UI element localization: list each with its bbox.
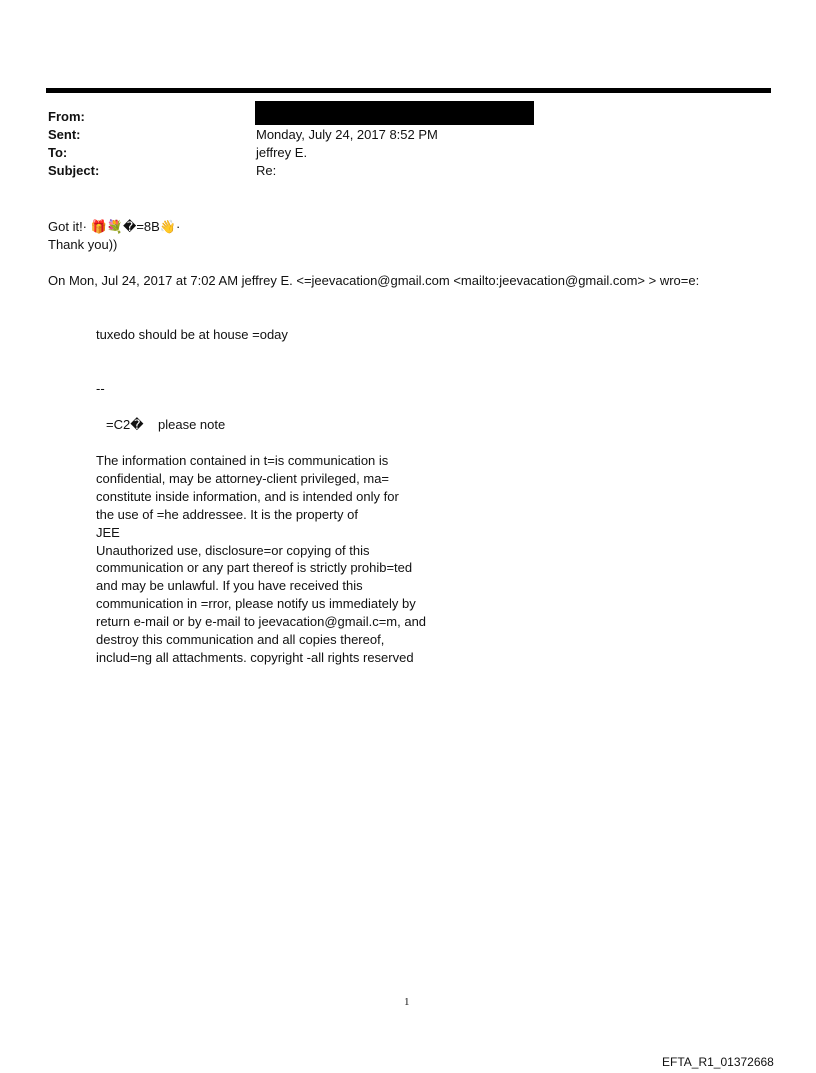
disclaimer xyxy=(96,452,476,667)
quote-intro: On Mon, Jul 24, 2017 at 7:02 AM jeffrey E. <=jeevacation@gmail.com <mailto:jeevacation@gmail.com> > wro=e: xyxy=(48,273,700,288)
disclaimer-line: Unauthorized use, disclosure=or copying of this xyxy=(96,542,370,558)
subject-label: Subject: xyxy=(48,163,100,178)
to-label: To: xyxy=(48,145,68,160)
disclaimer-line: return e-mail or by e-mail to jeevacation@gmail.c=m, and xyxy=(96,614,427,630)
disclaimer-line: communication in =rror, please notify us immediately by xyxy=(96,596,416,612)
reply-line-1: Got it!· 🎁💐�=8B👋· xyxy=(48,219,181,234)
sent-label: Sent: xyxy=(48,127,81,142)
disclaimer-line: includ=ng all attachments. copyright -all rights reserved xyxy=(96,649,414,665)
disclaimer-line: confidential, may be attorney-client privileged, ma= xyxy=(96,470,390,486)
to-value: jeffrey E. xyxy=(256,145,308,160)
disclaimer-line: and may be unlawful. If you have received this xyxy=(96,578,363,594)
signature-separator: -- xyxy=(96,381,105,396)
disclaimer-line: JEE xyxy=(96,524,120,540)
quoted-message: tuxedo should be at house =oday xyxy=(96,327,288,342)
disclaimer-line: the use of =he addressee. It is the property of xyxy=(96,506,358,522)
disclaimer-line: communication or any part thereof is strictly prohib=ted xyxy=(96,560,413,576)
document-id: EFTA_R1_01372668 xyxy=(662,1055,774,1069)
page-number: 1 xyxy=(404,996,410,1008)
disclaimer-line: constitute inside information, and is intended only for xyxy=(96,488,399,504)
from-label: From: xyxy=(48,109,85,124)
please-note: =C2� please note xyxy=(106,417,226,432)
disclaimer-line: destroy this communication and all copies thereof, xyxy=(96,632,385,648)
disclaimer-line: The information contained in t=is communication is xyxy=(96,453,389,468)
subject-value: Re: xyxy=(256,163,277,178)
redacted-sender xyxy=(255,101,534,125)
header-rule xyxy=(46,88,771,93)
sent-value: Monday, July 24, 2017 8:52 PM xyxy=(256,127,438,142)
reply-line-2: Thank you)) xyxy=(48,237,118,252)
